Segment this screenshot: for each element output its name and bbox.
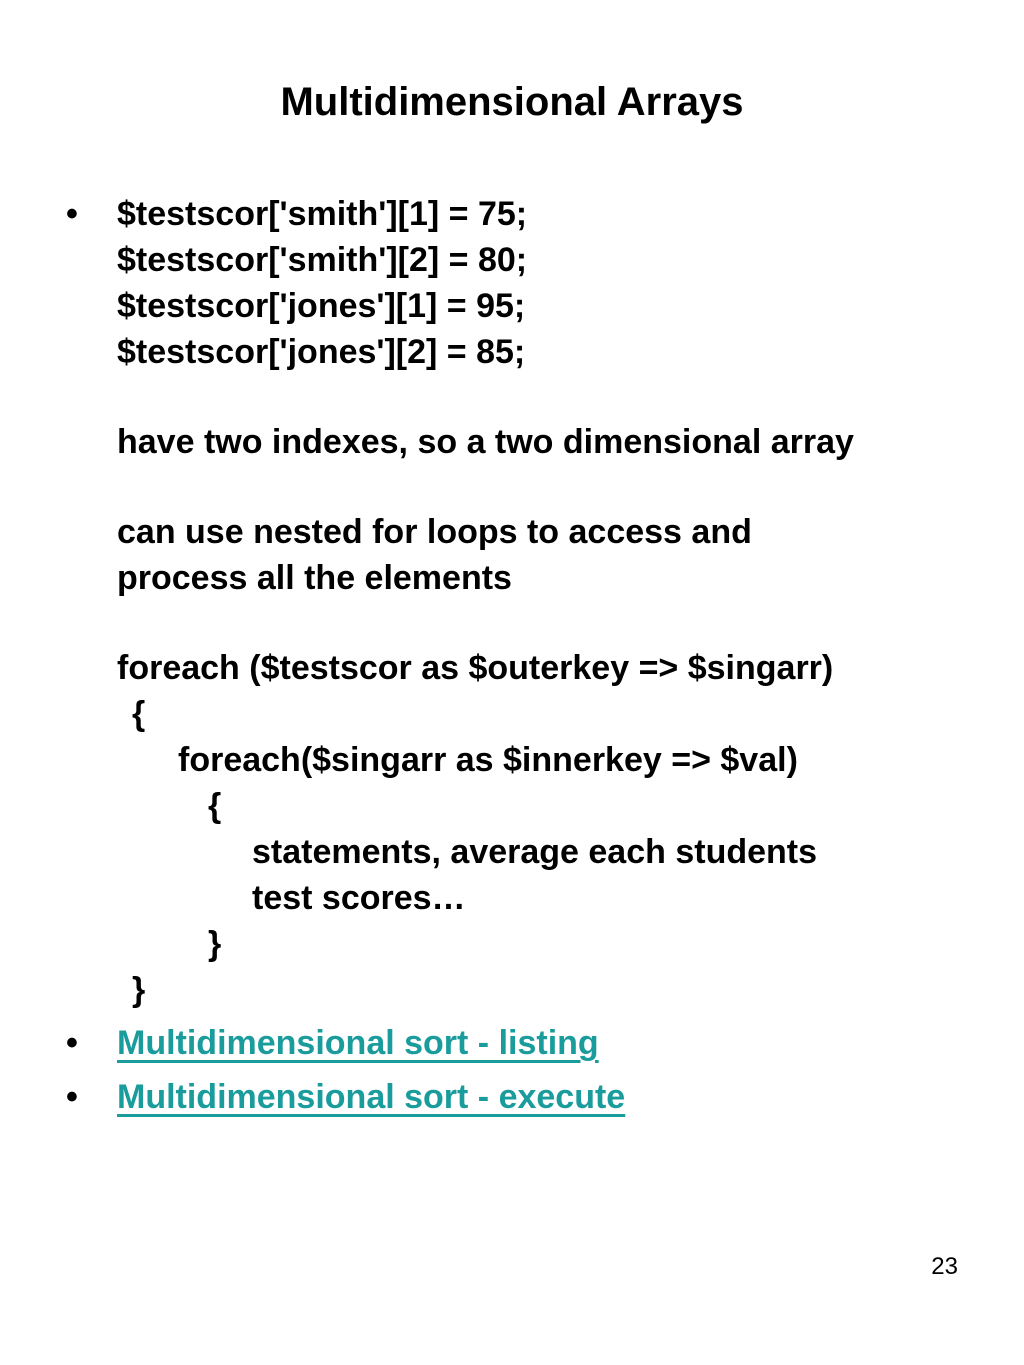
code-line: { (208, 787, 222, 825)
code-line: { (132, 695, 146, 733)
code-line: $testscor['smith'][2] = 80; (117, 241, 528, 279)
bullet-marker: • (66, 1078, 78, 1116)
multidimensional-sort-listing-link[interactable]: Multidimensional sort - listing (117, 1024, 599, 1062)
body-text: can use nested for loops to access and (117, 513, 752, 551)
code-line: foreach($singarr as $innerkey => $val) (178, 741, 798, 779)
code-line: } (208, 925, 222, 963)
code-line: test scores… (252, 879, 466, 917)
code-line: $testscor['smith'][1] = 75; (117, 195, 528, 233)
code-line: $testscor['jones'][2] = 85; (117, 333, 526, 371)
code-line: $testscor['jones'][1] = 95; (117, 287, 526, 325)
body-text: process all the elements (117, 559, 512, 597)
body-text: have two indexes, so a two dimensional array (117, 423, 854, 461)
slide-title: Multidimensional Arrays (280, 80, 744, 124)
multidimensional-sort-execute-link[interactable]: Multidimensional sort - execute (117, 1078, 626, 1116)
code-line: foreach ($testscor as $outerkey => $singarr) (117, 649, 834, 687)
code-line: statements, average each students (252, 833, 818, 871)
bullet-marker: • (66, 195, 78, 233)
page-number: 23 (931, 1253, 958, 1280)
code-line: } (132, 971, 146, 1009)
bullet-marker: • (66, 1024, 78, 1062)
